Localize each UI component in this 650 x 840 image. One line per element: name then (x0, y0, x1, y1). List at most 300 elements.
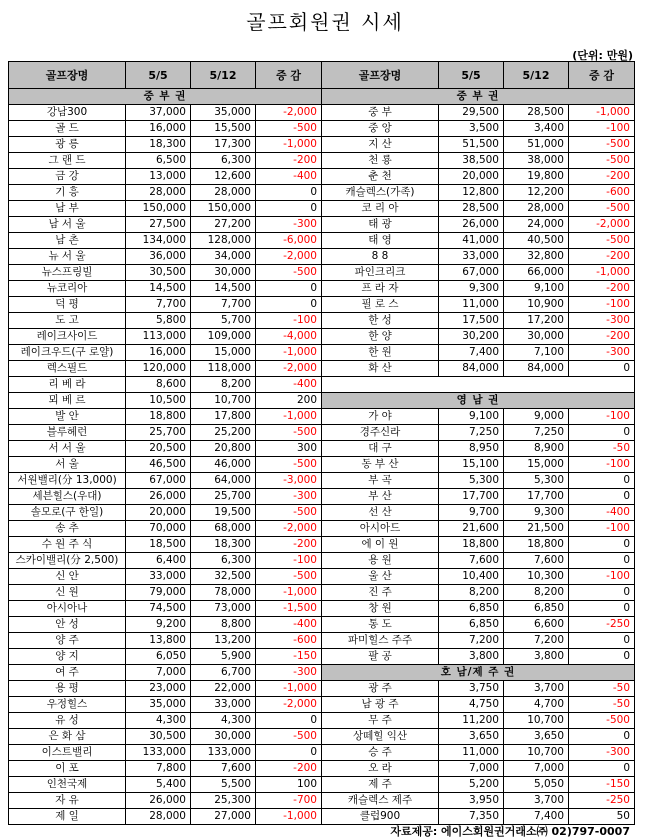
price-curr: 7,250 (504, 425, 569, 441)
price-curr: 30,000 (191, 729, 256, 745)
club-name: 태 영 (322, 233, 439, 249)
price-curr: 150,000 (191, 201, 256, 217)
club-name: 가 야 (322, 409, 439, 425)
table-row (9, 153, 635, 169)
club-name: 창 원 (322, 601, 439, 617)
price-change: -300 (569, 313, 635, 329)
price-change: 0 (569, 425, 635, 441)
price-curr: 12,600 (191, 169, 256, 185)
price-change: -600 (569, 185, 635, 201)
price-change: -300 (256, 489, 322, 505)
table-row (9, 249, 635, 265)
price-change: -100 (256, 313, 322, 329)
price-change: 100 (256, 777, 322, 793)
price-change: -200 (569, 329, 635, 345)
price-prev: 5,300 (439, 473, 504, 489)
price-prev: 38,500 (439, 153, 504, 169)
club-name: 클럽900 (322, 809, 439, 825)
price-prev: 41,000 (439, 233, 504, 249)
price-change: 0 (256, 281, 322, 297)
price-curr: 68,000 (191, 521, 256, 537)
club-name: 이 포 (9, 761, 126, 777)
club-name: 레이크사이드 (9, 329, 126, 345)
price-curr: 46,000 (191, 457, 256, 473)
price-change: -500 (256, 729, 322, 745)
club-name: 부 곡 (322, 473, 439, 489)
club-name: 서 울 (9, 457, 126, 473)
club-name: 신 안 (9, 569, 126, 585)
empty-cell (322, 377, 635, 393)
price-curr: 109,000 (191, 329, 256, 345)
price-prev: 18,500 (126, 537, 191, 553)
price-curr: 33,000 (191, 697, 256, 713)
price-change: -1,000 (256, 409, 322, 425)
table-row (9, 281, 635, 297)
club-name: 아시아드 (322, 521, 439, 537)
price-curr: 8,200 (504, 585, 569, 601)
price-prev: 5,400 (126, 777, 191, 793)
price-prev: 120,000 (126, 361, 191, 377)
price-change: -300 (569, 345, 635, 361)
price-curr: 15,000 (504, 457, 569, 473)
price-curr: 6,850 (504, 601, 569, 617)
price-change: -400 (256, 377, 322, 393)
price-change: -100 (569, 457, 635, 473)
price-prev: 18,300 (126, 137, 191, 153)
club-name: 발 안 (9, 409, 126, 425)
price-prev: 3,800 (439, 649, 504, 665)
club-name: 아시아나 (9, 601, 126, 617)
table-row (9, 345, 635, 361)
price-change: 0 (256, 185, 322, 201)
price-change: -500 (256, 569, 322, 585)
price-curr: 133,000 (191, 745, 256, 761)
club-name: 뉴스프링빌 (9, 265, 126, 281)
price-change: 0 (569, 633, 635, 649)
price-prev: 16,000 (126, 345, 191, 361)
price-change: -200 (569, 169, 635, 185)
club-name: 파미힐스 주주 (322, 633, 439, 649)
price-curr: 20,800 (191, 441, 256, 457)
price-curr: 15,500 (191, 121, 256, 137)
price-prev: 7,000 (439, 761, 504, 777)
price-prev: 9,100 (439, 409, 504, 425)
price-change: 0 (256, 713, 322, 729)
price-change: -400 (569, 505, 635, 521)
price-change: 0 (569, 585, 635, 601)
price-curr: 32,800 (504, 249, 569, 265)
price-prev: 17,500 (439, 313, 504, 329)
price-prev: 51,500 (439, 137, 504, 153)
table-row (9, 681, 635, 697)
header-date1-right: 5/5 (439, 62, 504, 89)
price-curr: 25,700 (191, 489, 256, 505)
table-row (9, 217, 635, 233)
price-curr: 5,050 (504, 777, 569, 793)
price-curr: 118,000 (191, 361, 256, 377)
club-name: 수 원 주 식 (9, 537, 126, 553)
club-name: 동 부 산 (322, 457, 439, 473)
club-name: 한 원 (322, 345, 439, 361)
price-curr: 22,000 (191, 681, 256, 697)
price-change: -2,000 (256, 105, 322, 121)
price-change: -2,000 (256, 361, 322, 377)
price-curr: 66,000 (504, 265, 569, 281)
price-prev: 84,000 (439, 361, 504, 377)
club-name: 통 도 (322, 617, 439, 633)
price-change: -200 (256, 537, 322, 553)
club-name: 남 서 울 (9, 217, 126, 233)
price-curr: 15,000 (191, 345, 256, 361)
table-row (9, 361, 635, 377)
price-change: 0 (569, 761, 635, 777)
price-curr: 32,500 (191, 569, 256, 585)
price-curr: 10,700 (504, 713, 569, 729)
header-date2-right: 5/12 (504, 62, 569, 89)
price-curr: 14,500 (191, 281, 256, 297)
price-prev: 13,800 (126, 633, 191, 649)
price-change: -100 (569, 569, 635, 585)
price-curr: 7,700 (191, 297, 256, 313)
price-curr: 17,700 (504, 489, 569, 505)
price-prev: 3,650 (439, 729, 504, 745)
club-name: 서원밸리(分 13,000) (9, 473, 126, 489)
club-name: 팔 공 (322, 649, 439, 665)
club-name: 블루헤런 (9, 425, 126, 441)
price-prev: 46,500 (126, 457, 191, 473)
price-curr: 3,650 (504, 729, 569, 745)
club-name: 남 촌 (9, 233, 126, 249)
price-prev: 4,300 (126, 713, 191, 729)
price-curr: 7,600 (504, 553, 569, 569)
price-curr: 25,300 (191, 793, 256, 809)
price-change: -100 (569, 121, 635, 137)
table-row (9, 105, 635, 121)
price-curr: 25,200 (191, 425, 256, 441)
club-name: 용 원 (322, 553, 439, 569)
club-name: 제 주 (322, 777, 439, 793)
club-name: 부 산 (322, 489, 439, 505)
price-prev: 33,000 (439, 249, 504, 265)
price-change: 0 (569, 473, 635, 489)
price-prev: 23,000 (126, 681, 191, 697)
price-curr: 7,000 (504, 761, 569, 777)
price-prev: 26,000 (439, 217, 504, 233)
price-curr: 4,700 (504, 697, 569, 713)
price-prev: 30,200 (439, 329, 504, 345)
club-name: 경주신라 (322, 425, 439, 441)
price-curr: 7,100 (504, 345, 569, 361)
club-name: 춘 천 (322, 169, 439, 185)
price-change: -600 (256, 633, 322, 649)
region-header: 호 남/제 주 권 (322, 665, 635, 681)
price-change: 0 (256, 201, 322, 217)
price-change: 0 (569, 489, 635, 505)
price-prev: 9,300 (439, 281, 504, 297)
price-change: -500 (256, 505, 322, 521)
club-name: 뉴코리아 (9, 281, 126, 297)
club-name: 렉스필드 (9, 361, 126, 377)
club-name: 덕 평 (9, 297, 126, 313)
price-curr: 5,300 (504, 473, 569, 489)
price-change: -1,000 (256, 345, 322, 361)
region-header: 중 부 권 (9, 89, 322, 105)
club-name: 남 광 주 (322, 697, 439, 713)
club-name: 광 릉 (9, 137, 126, 153)
header-change-left: 증 감 (256, 62, 322, 89)
club-name: 한 양 (322, 329, 439, 345)
price-change: 200 (256, 393, 322, 409)
price-change: -250 (569, 793, 635, 809)
table-row (9, 201, 635, 217)
price-change: -1,000 (569, 265, 635, 281)
price-curr: 35,000 (191, 105, 256, 121)
club-name: 이스트밸리 (9, 745, 126, 761)
price-prev: 17,700 (439, 489, 504, 505)
price-prev: 16,000 (126, 121, 191, 137)
price-prev: 9,200 (126, 617, 191, 633)
price-curr: 19,500 (191, 505, 256, 521)
table-row (9, 185, 635, 201)
price-prev: 10,500 (126, 393, 191, 409)
price-curr: 6,600 (504, 617, 569, 633)
table-row (9, 793, 635, 809)
club-name: 프 라 자 (322, 281, 439, 297)
price-change: -6,000 (256, 233, 322, 249)
club-name: 상떼힐 익산 (322, 729, 439, 745)
price-prev: 13,000 (126, 169, 191, 185)
price-prev: 30,500 (126, 729, 191, 745)
price-curr: 27,000 (191, 809, 256, 825)
price-change: -500 (569, 137, 635, 153)
price-prev: 18,800 (439, 537, 504, 553)
club-name: 용 평 (9, 681, 126, 697)
price-curr: 18,800 (504, 537, 569, 553)
price-change: 0 (569, 601, 635, 617)
price-change: -1,000 (256, 137, 322, 153)
price-prev: 7,400 (439, 345, 504, 361)
table-row (9, 697, 635, 713)
price-change: -150 (256, 649, 322, 665)
table-row (9, 329, 635, 345)
club-name: 골 드 (9, 121, 126, 137)
club-name: 무 주 (322, 713, 439, 729)
table-row (9, 633, 635, 649)
header-date1-left: 5/5 (126, 62, 191, 89)
club-name: 여 주 (9, 665, 126, 681)
price-prev: 7,700 (126, 297, 191, 313)
price-change: -500 (256, 121, 322, 137)
price-change: -100 (569, 297, 635, 313)
price-prev: 133,000 (126, 745, 191, 761)
price-curr: 38,000 (504, 153, 569, 169)
club-name: 도 고 (9, 313, 126, 329)
price-change: -250 (569, 617, 635, 633)
price-curr: 6,700 (191, 665, 256, 681)
price-curr: 4,300 (191, 713, 256, 729)
table-row (9, 745, 635, 761)
price-prev: 15,100 (439, 457, 504, 473)
price-curr: 9,100 (504, 281, 569, 297)
price-curr: 7,600 (191, 761, 256, 777)
price-prev: 25,700 (126, 425, 191, 441)
table-row (9, 521, 635, 537)
price-curr: 5,500 (191, 777, 256, 793)
price-change: -2,000 (256, 249, 322, 265)
price-curr: 24,000 (504, 217, 569, 233)
price-prev: 29,500 (439, 105, 504, 121)
price-curr: 8,900 (504, 441, 569, 457)
price-change: 50 (569, 809, 635, 825)
price-change: -50 (569, 681, 635, 697)
table-row (9, 665, 635, 681)
price-change: -500 (256, 265, 322, 281)
header-row (9, 62, 635, 89)
price-change: -1,000 (256, 809, 322, 825)
table-row (9, 265, 635, 281)
header-name-left: 골프장명 (9, 62, 126, 89)
price-prev: 5,800 (126, 313, 191, 329)
table-row (9, 489, 635, 505)
source-credit: 자료제공: 에이스회원권거래소㈜ 02)797-0007 (390, 825, 630, 838)
table-row (9, 729, 635, 745)
price-change: -2,000 (256, 521, 322, 537)
price-change: -1,000 (256, 681, 322, 697)
price-curr: 78,000 (191, 585, 256, 601)
price-change: -50 (569, 697, 635, 713)
price-change: -500 (569, 233, 635, 249)
club-name: 에 이 원 (322, 537, 439, 553)
price-prev: 28,500 (439, 201, 504, 217)
price-prev: 11,000 (439, 745, 504, 761)
price-change: -100 (256, 553, 322, 569)
club-name: 파인크리크 (322, 265, 439, 281)
price-change: -200 (256, 153, 322, 169)
table-row (9, 617, 635, 633)
price-prev: 7,350 (439, 809, 504, 825)
price-prev: 6,050 (126, 649, 191, 665)
price-prev: 150,000 (126, 201, 191, 217)
club-name: 코 리 아 (322, 201, 439, 217)
price-curr: 6,300 (191, 153, 256, 169)
table-row (9, 137, 635, 153)
club-name: 유 성 (9, 713, 126, 729)
price-prev: 5,200 (439, 777, 504, 793)
price-prev: 113,000 (126, 329, 191, 345)
price-prev: 3,950 (439, 793, 504, 809)
price-curr: 10,700 (191, 393, 256, 409)
header-date2-left: 5/12 (191, 62, 256, 89)
price-prev: 6,850 (439, 601, 504, 617)
price-prev: 11,200 (439, 713, 504, 729)
table-row (9, 425, 635, 441)
price-prev: 37,000 (126, 105, 191, 121)
club-name: 화 산 (322, 361, 439, 377)
club-name: 은 화 삼 (9, 729, 126, 745)
price-curr: 40,500 (504, 233, 569, 249)
region-header: 영 남 권 (322, 393, 635, 409)
table-row (9, 393, 635, 409)
price-change: -400 (256, 169, 322, 185)
price-prev: 8,600 (126, 377, 191, 393)
price-change: -500 (569, 713, 635, 729)
price-curr: 64,000 (191, 473, 256, 489)
price-change: -2,000 (569, 217, 635, 233)
club-name: 그 랜 드 (9, 153, 126, 169)
price-change: 0 (569, 729, 635, 745)
price-curr: 5,700 (191, 313, 256, 329)
price-change: -100 (569, 409, 635, 425)
unit-note: (단위: 만원) (572, 49, 633, 62)
table-row (9, 441, 635, 457)
club-name: 필 로 스 (322, 297, 439, 313)
price-curr: 8,800 (191, 617, 256, 633)
price-prev: 9,700 (439, 505, 504, 521)
price-curr: 9,000 (504, 409, 569, 425)
price-change: -200 (569, 249, 635, 265)
price-prev: 7,800 (126, 761, 191, 777)
price-prev: 67,000 (439, 265, 504, 281)
price-curr: 17,200 (504, 313, 569, 329)
price-prev: 7,000 (126, 665, 191, 681)
price-change: 0 (569, 537, 635, 553)
table-row (9, 569, 635, 585)
price-prev: 8,950 (439, 441, 504, 457)
price-prev: 3,500 (439, 121, 504, 137)
price-curr: 9,300 (504, 505, 569, 521)
price-curr: 8,200 (191, 377, 256, 393)
table-row (9, 601, 635, 617)
club-name: 대 구 (322, 441, 439, 457)
price-change: -150 (569, 777, 635, 793)
club-name: 중 앙 (322, 121, 439, 137)
price-curr: 10,300 (504, 569, 569, 585)
price-change: -200 (569, 281, 635, 297)
price-curr: 128,000 (191, 233, 256, 249)
price-prev: 7,200 (439, 633, 504, 649)
price-prev: 10,400 (439, 569, 504, 585)
table-row (9, 505, 635, 521)
price-curr: 21,500 (504, 521, 569, 537)
price-prev: 30,500 (126, 265, 191, 281)
club-name: 양 지 (9, 649, 126, 665)
price-curr: 28,500 (504, 105, 569, 121)
price-prev: 28,000 (126, 809, 191, 825)
club-name: 기 흥 (9, 185, 126, 201)
price-prev: 26,000 (126, 793, 191, 809)
price-prev: 8,200 (439, 585, 504, 601)
price-prev: 33,000 (126, 569, 191, 585)
price-prev: 4,750 (439, 697, 504, 713)
price-prev: 3,750 (439, 681, 504, 697)
club-name: 자 유 (9, 793, 126, 809)
price-curr: 30,000 (191, 265, 256, 281)
price-prev: 11,000 (439, 297, 504, 313)
price-prev: 35,000 (126, 697, 191, 713)
region-header: 중 부 권 (322, 89, 635, 105)
price-prev: 6,400 (126, 553, 191, 569)
price-change: 0 (569, 361, 635, 377)
price-change: -300 (256, 217, 322, 233)
club-name: 캐슬렉스(가족) (322, 185, 439, 201)
table-row (9, 553, 635, 569)
price-curr: 3,400 (504, 121, 569, 137)
price-prev: 67,000 (126, 473, 191, 489)
price-change: -3,000 (256, 473, 322, 489)
price-curr: 7,200 (504, 633, 569, 649)
price-change: -500 (569, 153, 635, 169)
price-change: -700 (256, 793, 322, 809)
